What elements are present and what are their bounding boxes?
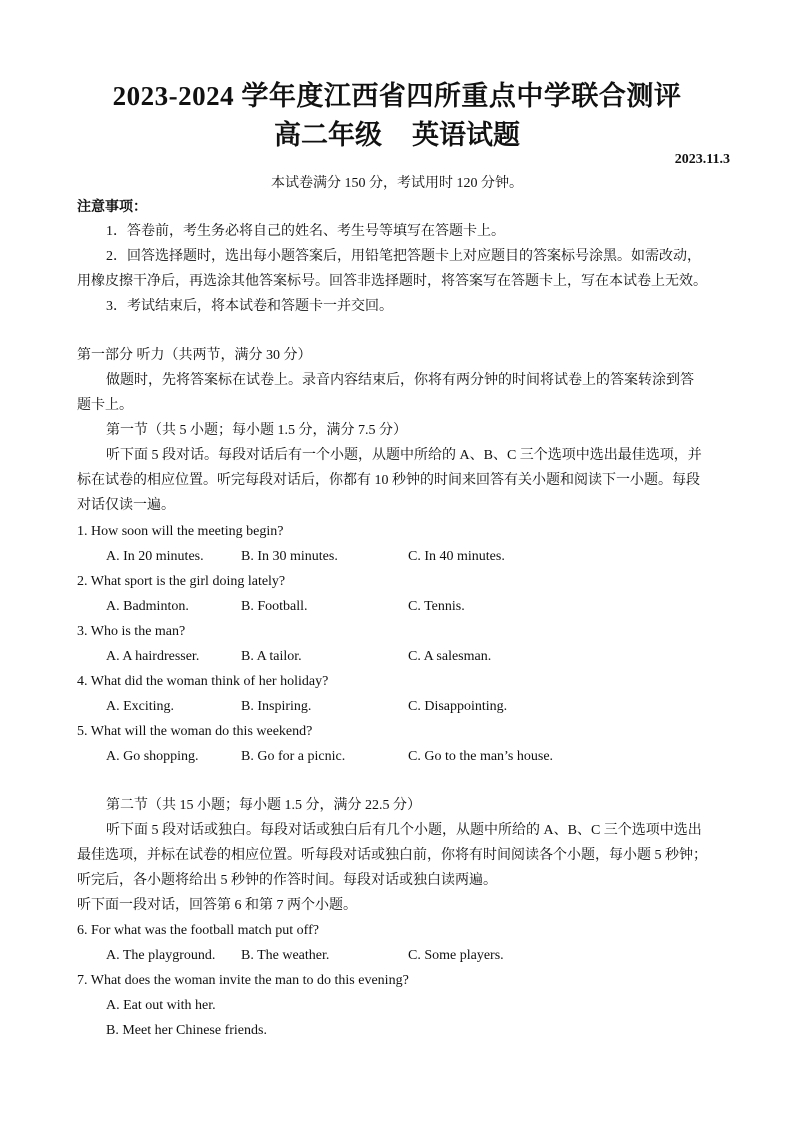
q6-option-c: C. Some players.: [408, 948, 504, 963]
question-1: 1. How soon will the meeting begin?: [77, 524, 284, 539]
q1-option-b: B. In 30 minutes.: [241, 549, 338, 564]
part1-intro: 做题时，先将答案标在试卷上。录音内容结束后，你将有两分钟的时间将试卷上的答案转涂到答: [106, 373, 694, 388]
q1-option-a: A. In 20 minutes.: [106, 549, 204, 564]
question-7: 7. What does the woman invite the man to do this evening?: [77, 973, 409, 988]
q2-option-a: A. Badminton.: [106, 599, 189, 614]
question-6: 6. For what was the football match put off?: [77, 923, 319, 938]
section2-heading: 第二节（共 15 小题；每小题 1.5 分，满分 22.5 分）: [106, 798, 421, 813]
q7-option-b: B. Meet her Chinese friends.: [106, 1023, 267, 1038]
q7-option-a: A. Eat out with her.: [106, 998, 216, 1013]
notes-heading: 注意事项：: [77, 200, 147, 215]
q1-option-c: C. In 40 minutes.: [408, 549, 505, 564]
q3-option-c: C. A salesman.: [408, 649, 492, 664]
note-item-3: 3．考试结束后，将本试卷和答题卡一并交回。: [106, 299, 393, 314]
exam-date: 2023.11.3: [674, 152, 730, 167]
q3-option-a: A. A hairdresser.: [106, 649, 200, 664]
q4-option-a: A. Exciting.: [106, 699, 175, 714]
exam-title: 2023-2024 学年度江西省四所重点中学联合测评: [112, 81, 682, 111]
section2-instructions-cont2: 听完后，各小题将给出 5 秒钟的作答时间。每段对话或独白读两遍。: [77, 873, 497, 888]
q5-option-b: B. Go for a picnic.: [241, 749, 346, 764]
subject-label: 英语试题: [412, 120, 520, 150]
section1-heading: 第一节（共 5 小题；每小题 1.5 分，满分 7.5 分）: [106, 423, 407, 438]
q5-option-a: A. Go shopping.: [106, 749, 199, 764]
q2-option-c: C. Tennis.: [408, 599, 465, 614]
question-5: 5. What will the woman do this weekend?: [77, 724, 313, 739]
group1-instruction: 听下面一段对话，回答第 6 和第 7 两个小题。: [77, 898, 357, 913]
q6-option-b: B. The weather.: [241, 948, 330, 963]
note-item-2-cont: 用橡皮擦干净后，再选涂其他答案标号。回答非选择题时，将答案写在答题卡上，写在本试卷上无效。: [77, 274, 707, 289]
grade-label: 高二年级: [274, 120, 382, 150]
q6-option-a: A. The playground.: [106, 948, 216, 963]
q3-option-b: B. A tailor.: [241, 649, 302, 664]
note-item-1: 1．答卷前，考生务必将自己的姓名、考生号等填写在答题卡上。: [106, 224, 505, 239]
section1-instructions-cont2: 对话仅读一遍。: [77, 498, 175, 513]
section2-instructions: 听下面 5 段对话或独白。每段对话或独白后有几个小题，从题中所给的 A、B、C 三个选项中选出: [106, 823, 702, 838]
section2-instructions-cont: 最佳选项，并标在试卷的相应位置。听每段对话或独白前，你将有时间阅读各个小题，每小题 5 秒钟；: [77, 848, 707, 863]
question-2: 2. What sport is the girl doing lately?: [77, 574, 286, 589]
section1-instructions: 听下面 5 段对话。每段对话后有一个小题，从题中所给的 A、B、C 三个选项中选出最佳选项，并: [106, 448, 702, 463]
part1-heading: 第一部分 听力（共两节，满分 30 分）: [77, 348, 312, 363]
part1-intro-cont: 题卡上。: [77, 398, 133, 413]
exam-info: 本试卷满分 150 分，考试用时 120 分钟。: [271, 176, 523, 191]
exam-subtitle: [0, 113, 794, 152]
q4-option-b: B. Inspiring.: [241, 699, 312, 714]
note-item-2: 2．回答选择题时，选出每小题答案后，用铅笔把答题卡上对应题目的答案标号涂黑。如需改动，: [106, 249, 701, 264]
section1-instructions-cont: 标在试卷的相应位置。听完每段对话后，你都有 10 秒钟的时间来回答有关小题和阅读下一小题。每段: [77, 473, 700, 488]
question-4: 4. What did the woman think of her holiday?: [77, 674, 329, 689]
q5-option-c: C. Go to the man’s house.: [408, 749, 554, 764]
q4-option-c: C. Disappointing.: [408, 699, 508, 714]
q2-option-b: B. Football.: [241, 599, 308, 614]
question-3: 3. Who is the man?: [77, 624, 186, 639]
